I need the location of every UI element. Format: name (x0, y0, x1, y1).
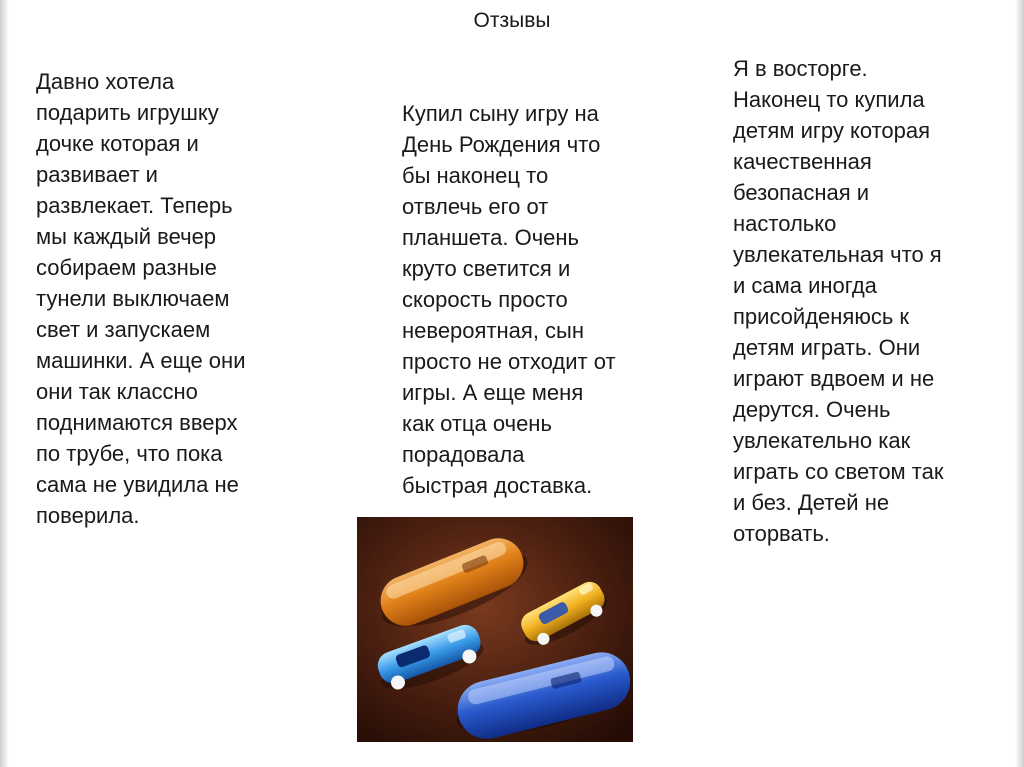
review-text-1: Давно хотела подарить игрушку дочке которая и развивает и развлекает. Теперь мы каждый вечер собираем разные тунели выключаем свет и запускаем машинки. А еще они они так классно поднимаются вверх по трубе, что пока сама не увидила не поверила. (36, 69, 246, 528)
product-photo (357, 517, 633, 742)
review-text-2: Купил сыну игру на День Рождения что бы наконец то отвлечь его от планшета. Очень круто светится и скорость просто невероятная, сын просто не отходит от игры. А еще меня как отца очень порадовала быстрая доставка. (402, 101, 616, 498)
slide-right-edge (1015, 0, 1024, 767)
slide-title: Отзывы (473, 9, 551, 32)
slide-left-edge (0, 0, 9, 767)
review-text-3: Я в восторге. Наконец то купила детям игру которая качественная безопасная и настолько увлекательная что я и сама иногда присойденяюсь к детям играть. Они играют вдвоем и не дерутся. Очень увлекательно как играть со светом так и без. Детей не оторвать. (733, 56, 944, 546)
